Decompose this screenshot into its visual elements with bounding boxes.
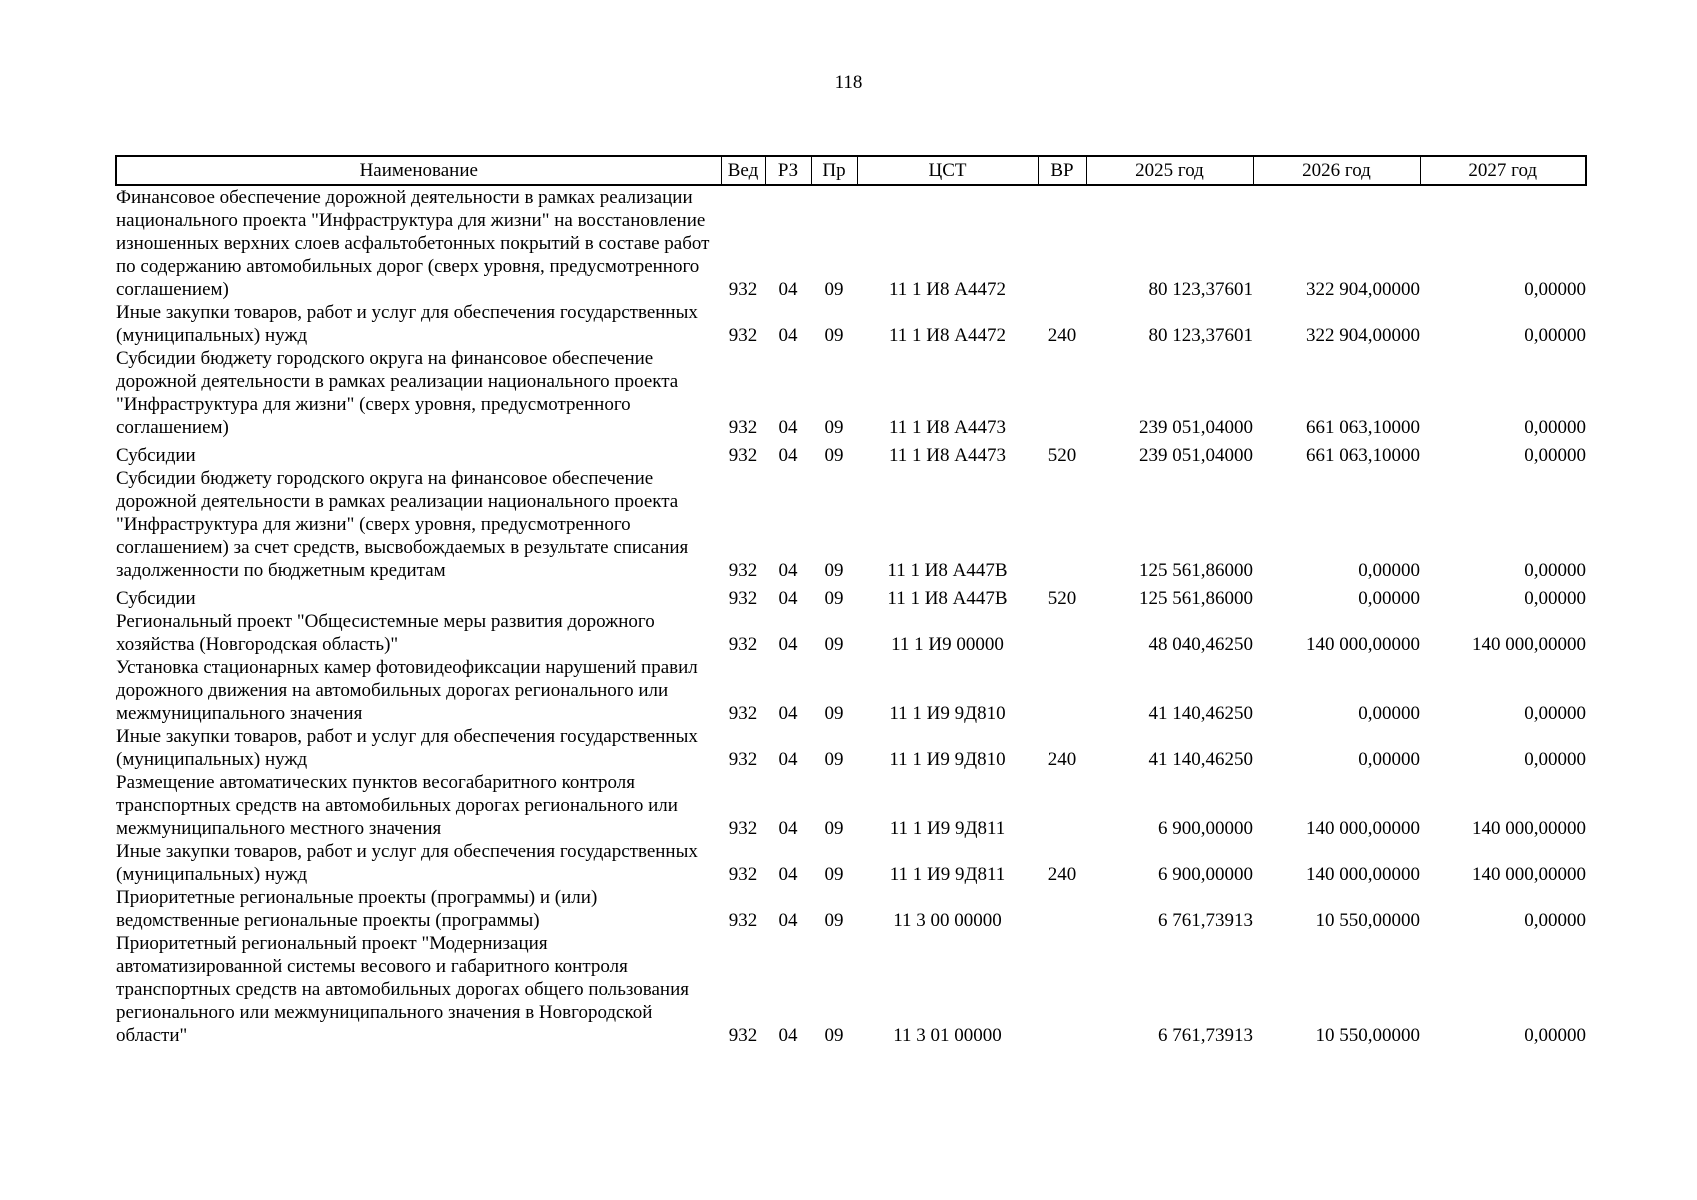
table-row <box>116 301 1586 347</box>
row-pr: 09 <box>824 325 844 346</box>
row-vr: 240 <box>1047 749 1077 770</box>
table-row <box>116 582 1586 610</box>
header-row <box>116 156 1586 185</box>
table-row <box>116 347 1586 439</box>
row-name: Установка стационарных камер фотовидеофиксации нарушений правил дорожного движения на автомобильных дорогах регионального или межмуниципального значения <box>116 657 698 724</box>
row-2027: 0,00000 <box>1524 910 1586 931</box>
row-name: Субсидии бюджету городского округа на финансовое обеспечение дорожной деятельности в рамках реализации национального проекта "Инфраструктура для жизни" (сверх уровня, предусмотренного соглашением) <box>116 348 679 438</box>
row-2026: 140 000,00000 <box>1306 864 1420 885</box>
row-2027: 0,00000 <box>1524 560 1586 581</box>
row-2026: 140 000,00000 <box>1306 818 1420 839</box>
row-ved: 932 <box>728 325 758 346</box>
row-vr <box>1038 771 1086 840</box>
table-row <box>116 886 1586 932</box>
row-rz: 04 <box>778 749 798 770</box>
row-vr: 240 <box>1047 864 1077 885</box>
row-ved: 932 <box>728 279 758 300</box>
row-name: Субсидии <box>116 445 196 466</box>
row-name: Региональный проект "Общесистемные меры развития дорожного хозяйства (Новгородская область)" <box>116 611 655 655</box>
row-name: Иные закупки товаров, работ и услуг для обеспечения государственных (муниципальных) нужд <box>116 302 698 346</box>
row-cst: 11 1 И9 9Д810 <box>889 749 1006 770</box>
row-2025: 125 561,86000 <box>1139 560 1253 581</box>
row-2026: 0,00000 <box>1358 749 1420 770</box>
header-2026: 2026 год <box>1253 156 1420 185</box>
row-name: Финансовое обеспечение дорожной деятельности в рамках реализации национального проекта "Инфраструктура для жизни" на восстановление изношенных верхних слоев асфальтобетонных покрытий в составе работ по содержанию автомобильных дорог (сверх уровня, предусмотренного соглашением) <box>116 187 710 300</box>
row-name: Иные закупки товаров, работ и услуг для обеспечения государственных (муниципальных) нужд <box>116 726 698 770</box>
row-cst: 11 1 И8 А4473 <box>889 445 1006 466</box>
row-2026: 0,00000 <box>1358 560 1420 581</box>
row-vr <box>1038 932 1086 1047</box>
row-vr <box>1038 656 1086 725</box>
row-rz: 04 <box>778 279 798 300</box>
row-name: Приоритетный региональный проект "Модернизация автоматизированной системы весового и габаритного контроля транспортных средств на автомобильных дорогах общего пользования регионального или межмуниципального значения в Новгородской области" <box>116 933 690 1046</box>
row-2026: 140 000,00000 <box>1306 634 1420 655</box>
row-2025: 48 040,46250 <box>1148 634 1253 655</box>
row-ved: 932 <box>728 864 758 885</box>
table-row <box>116 725 1586 771</box>
row-name: Субсидии бюджету городского округа на финансовое обеспечение дорожной деятельности в рамках реализации национального проекта "Инфраструктура для жизни" (сверх уровня, предусмотренного соглашением) за счет средств, высвобождаемых в результате списания задолженности по бюджетным кредитам <box>116 468 689 581</box>
row-rz: 04 <box>778 325 798 346</box>
row-2027: 0,00000 <box>1524 445 1586 466</box>
table-body <box>116 185 1586 1047</box>
row-vr: 520 <box>1047 588 1077 609</box>
header-2027: 2027 год <box>1420 156 1586 185</box>
row-rz: 04 <box>778 634 798 655</box>
row-2026: 661 063,10000 <box>1306 445 1420 466</box>
row-2025: 239 051,04000 <box>1139 417 1253 438</box>
table-row <box>116 656 1586 725</box>
page-number: 118 <box>834 72 863 93</box>
row-2027: 140 000,00000 <box>1472 818 1586 839</box>
row-ved: 932 <box>728 445 758 466</box>
table-row <box>116 467 1586 582</box>
row-vr <box>1038 886 1086 932</box>
row-cst: 11 1 И9 9Д810 <box>889 703 1006 724</box>
row-rz: 04 <box>778 864 798 885</box>
header-pr: Пр <box>811 156 857 185</box>
row-2025: 6 761,73913 <box>1158 910 1253 931</box>
table-header <box>116 156 1586 185</box>
row-cst: 11 1 И8 А447В <box>887 588 1008 609</box>
header-name: Наименование <box>116 156 721 185</box>
row-pr: 09 <box>824 279 844 300</box>
row-cst: 11 1 И9 00000 <box>891 634 1004 655</box>
row-cst: 11 3 00 00000 <box>893 910 1002 931</box>
row-rz: 04 <box>778 417 798 438</box>
row-2026: 10 550,00000 <box>1315 910 1420 931</box>
row-2025: 6 761,73913 <box>1158 1025 1253 1046</box>
row-pr: 09 <box>824 910 844 931</box>
row-pr: 09 <box>824 1025 844 1046</box>
row-ved: 932 <box>728 818 758 839</box>
row-2026: 0,00000 <box>1358 703 1420 724</box>
row-vr: 240 <box>1047 325 1077 346</box>
row-2027: 0,00000 <box>1524 703 1586 724</box>
row-name: Иные закупки товаров, работ и услуг для обеспечения государственных (муниципальных) нужд <box>116 841 698 885</box>
row-2027: 0,00000 <box>1524 417 1586 438</box>
row-2025: 6 900,00000 <box>1158 864 1253 885</box>
row-2027: 0,00000 <box>1524 749 1586 770</box>
row-cst: 11 1 И9 9Д811 <box>889 818 1006 839</box>
row-pr: 09 <box>824 588 844 609</box>
row-ved: 932 <box>728 417 758 438</box>
row-vr <box>1038 467 1086 582</box>
row-2026: 0,00000 <box>1358 588 1420 609</box>
row-pr: 09 <box>824 749 844 770</box>
table-row <box>116 610 1586 656</box>
row-2026: 661 063,10000 <box>1306 417 1420 438</box>
row-name: Размещение автоматических пунктов весогабаритного контроля транспортных средств на автомобильных дорогах регионального или межмуниципального местного значения <box>116 772 678 839</box>
row-2027: 140 000,00000 <box>1472 864 1586 885</box>
table-row <box>116 185 1586 301</box>
row-vr <box>1038 347 1086 439</box>
row-rz: 04 <box>778 445 798 466</box>
row-pr: 09 <box>824 703 844 724</box>
budget-table-container <box>115 155 1585 1047</box>
row-pr: 09 <box>824 445 844 466</box>
row-2025: 80 123,37601 <box>1148 325 1253 346</box>
row-cst: 11 1 И8 А447В <box>887 560 1008 581</box>
row-pr: 09 <box>824 818 844 839</box>
row-ved: 932 <box>728 703 758 724</box>
table-row <box>116 840 1586 886</box>
row-ved: 932 <box>728 1025 758 1046</box>
header-rz: РЗ <box>765 156 811 185</box>
row-vr <box>1038 610 1086 656</box>
header-ved: Вед <box>721 156 765 185</box>
row-cst: 11 1 И8 А4472 <box>889 279 1006 300</box>
row-rz: 04 <box>778 588 798 609</box>
row-ved: 932 <box>728 560 758 581</box>
row-vr: 520 <box>1047 445 1077 466</box>
table-row <box>116 771 1586 840</box>
row-pr: 09 <box>824 864 844 885</box>
row-pr: 09 <box>824 634 844 655</box>
row-vr <box>1038 185 1086 301</box>
row-2026: 322 904,00000 <box>1306 325 1420 346</box>
row-2027: 0,00000 <box>1524 325 1586 346</box>
row-2027: 0,00000 <box>1524 1025 1586 1046</box>
header-cst: ЦСТ <box>857 156 1038 185</box>
row-2025: 80 123,37601 <box>1148 279 1253 300</box>
row-ved: 932 <box>728 588 758 609</box>
row-2027: 0,00000 <box>1524 588 1586 609</box>
header-2025: 2025 год <box>1086 156 1253 185</box>
row-rz: 04 <box>778 703 798 724</box>
row-name: Субсидии <box>116 588 196 609</box>
row-2025: 239 051,04000 <box>1139 445 1253 466</box>
budget-table <box>115 155 1587 1047</box>
table-row <box>116 932 1586 1047</box>
row-2027: 0,00000 <box>1524 279 1586 300</box>
row-2025: 125 561,86000 <box>1139 588 1253 609</box>
row-2027: 140 000,00000 <box>1472 634 1586 655</box>
row-rz: 04 <box>778 1025 798 1046</box>
row-ved: 932 <box>728 749 758 770</box>
row-2025: 41 140,46250 <box>1148 703 1253 724</box>
row-ved: 932 <box>728 634 758 655</box>
row-rz: 04 <box>778 910 798 931</box>
row-pr: 09 <box>824 560 844 581</box>
row-pr: 09 <box>824 417 844 438</box>
row-2025: 41 140,46250 <box>1148 749 1253 770</box>
row-ved: 932 <box>728 910 758 931</box>
row-rz: 04 <box>778 560 798 581</box>
row-2026: 10 550,00000 <box>1315 1025 1420 1046</box>
row-2025: 6 900,00000 <box>1158 818 1253 839</box>
row-2026: 322 904,00000 <box>1306 279 1420 300</box>
table-row <box>116 439 1586 467</box>
row-rz: 04 <box>778 818 798 839</box>
row-cst: 11 1 И9 9Д811 <box>889 864 1006 885</box>
row-cst: 11 1 И8 А4473 <box>889 417 1006 438</box>
row-cst: 11 3 01 00000 <box>893 1025 1002 1046</box>
row-name: Приоритетные региональные проекты (программы) и (или) ведомственные региональные проекты (программы) <box>116 887 598 931</box>
header-vr: ВР <box>1038 156 1086 185</box>
row-cst: 11 1 И8 А4472 <box>889 325 1006 346</box>
